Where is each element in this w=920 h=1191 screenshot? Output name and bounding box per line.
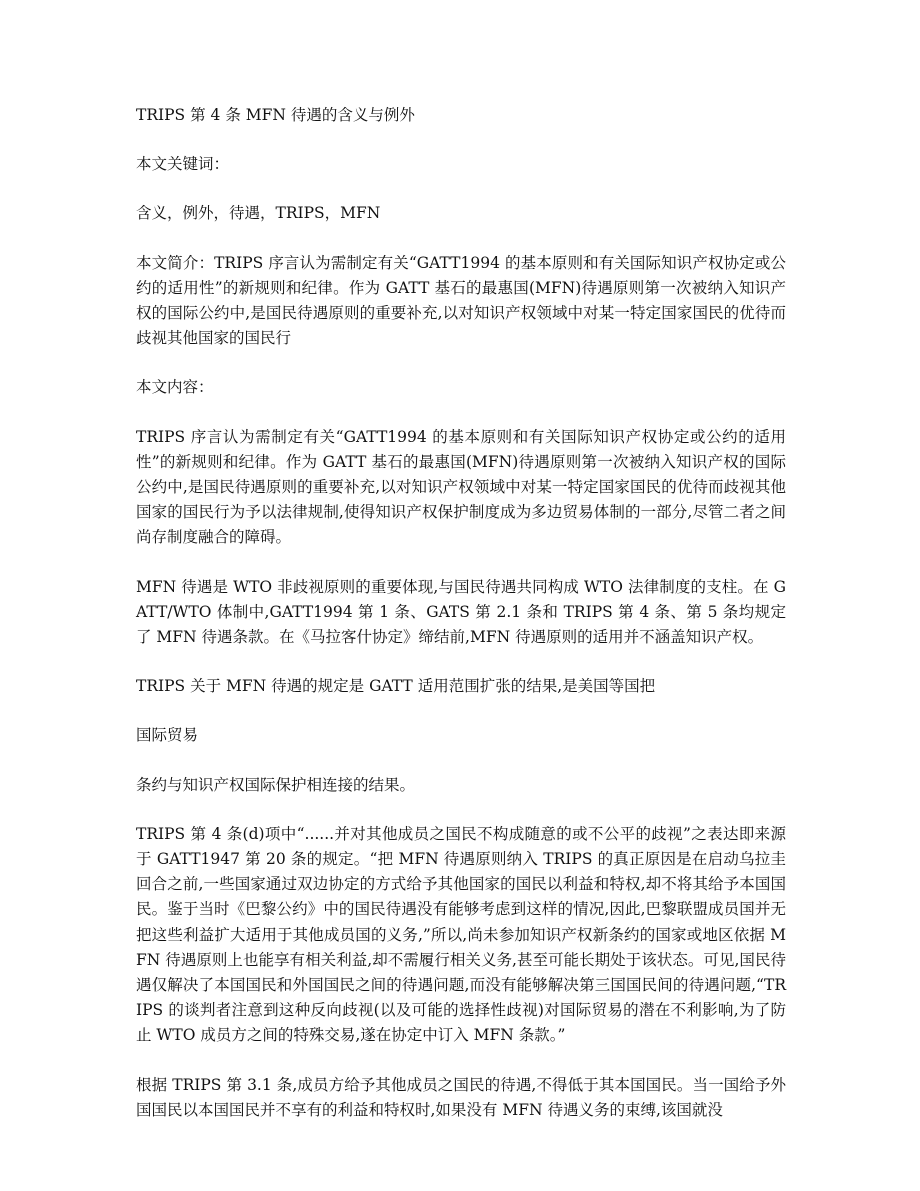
document-page xyxy=(136,103,786,1123)
body-paragraph-2: MFN 待遇是 WTO 非歧视原则的重要体现,与国民待遇共同构成 WTO 法律制度的支柱。在 GATT/WTO 体制中,GATT1994 第 1 条、GATS 第 2.1 条和 TRIPS 第 4 条、第 5 条均规定了 MFN 待遇条款。在《马拉客什协定》缔结前,MFN 待遇原则的适用并不涵盖知识产权。 xyxy=(136,577,786,647)
document-title: TRIPS 第 4 条 MFN 待遇的含义与例外 xyxy=(136,106,415,124)
summary-paragraph: 本文简介：TRIPS 序言认为需制定有关“GATT1994 的基本原则和有关国际知识产权协定或公约的适用性”的新规则和纪律。作为 GATT 基石的最惠国(MFN)待遇原则第一次被纳入知识产权的国际公约中,是国民待遇原则的重要补充,以对知识产权领域中对某一特定国家国民的优待而歧视其他国家的国民行 xyxy=(136,253,786,348)
content-label: 本文内容： xyxy=(136,378,214,397)
body-paragraph-1: TRIPS 序言认为需制定有关“GATT1994 的基本原则和有关国际知识产权协定或公约的适用性”的新规则和纪律。作为 GATT 基石的最惠国(MFN)待遇原则第一次被纳入知识产权的国际公约中,是国民待遇原则的重要补充,以对知识产权领域中对某一特定国家国民的优待而歧视其他国家的国民行为予以法律规制,使得知识产权保护制度成为多边贸易体制的一部分,尽管二者之间尚存制度融合的障碍。 xyxy=(136,427,786,547)
body-paragraph-6: TRIPS 第 4 条(d)项中“......并对其他成员之国民不构成随意的或不公平的歧视”之表达即来源于 GATT1947 第 20 条的规定。“把 MFN 待遇原则纳入 TRIPS 的真正原因是在启动乌拉圭回合之前,一些国家通过双边协定的方式给予其他国家的国民以利益和特权,却不将其给予本国国民。鉴于当时《巴黎公约》中的国民待遇没有能够考虑到这样的情况,因此,巴黎联盟成员国并无把这些利益扩大适用于其他成员国的义务,”所以,尚未参加知识产权新条约的国家或地区依据 MFN 待遇原则上也能享有相关利益,却不需履行相关义务,甚至可能长期处于该状态。可见,国民待遇仅解决了本国国民和外国国民之间的待遇问题,而没有能够解决第三国国民间的待遇问题,“TRIPS 的谈判者注意到这种反向歧视(以及可能的选择性歧视)对国际贸易的潜在不利影响,为了防止 WTO 成员方之间的特殊交易,遂在协定中订入 MFN 条款。” xyxy=(136,824,786,1045)
body-paragraph-4: 国际贸易 xyxy=(136,726,199,745)
keywords-label: 本文关键词： xyxy=(136,155,230,174)
body-paragraph-5: 条约与知识产权国际保护相连接的结果。 xyxy=(136,775,416,794)
body-paragraph-7: 根据 TRIPS 第 3.1 条,成员方给予其他成员之国民的待遇,不得低于其本国国民。当一国给予外国国民以本国国民并不享有的利益和特权时,如果没有 MFN 待遇义务的束缚,该国就没 xyxy=(136,1075,786,1119)
keywords: 含义，例外，待遇，TRIPS，MFN xyxy=(136,204,381,223)
body-paragraph-3: TRIPS 关于 MFN 待遇的规定是 GATT 适用范围扩张的结果,是美国等国把 xyxy=(136,677,656,696)
